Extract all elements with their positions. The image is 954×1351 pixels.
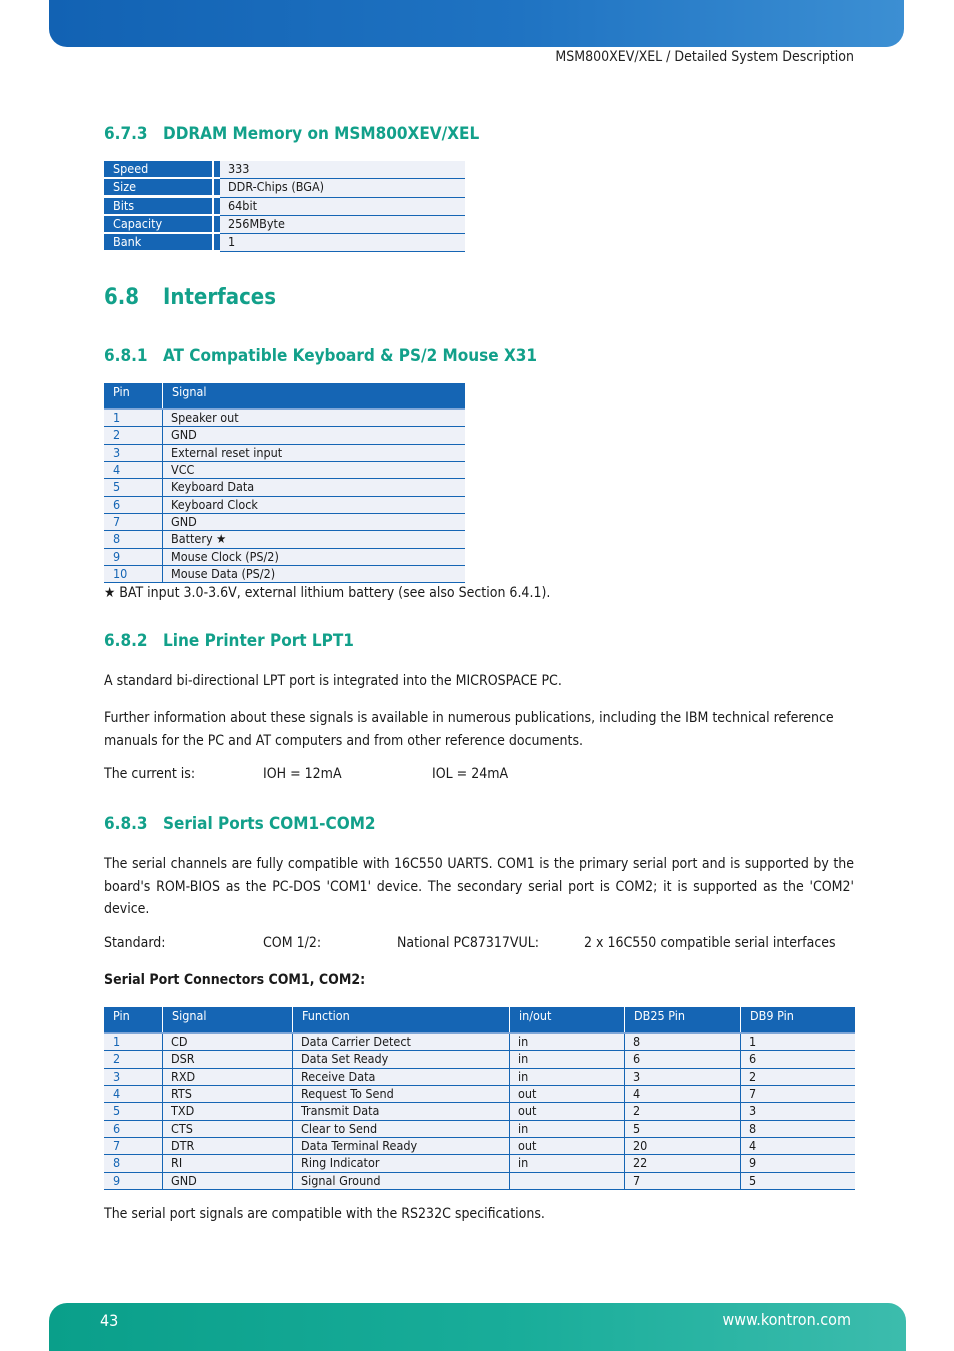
table-cell: in xyxy=(509,1121,624,1137)
table-cell: 7 xyxy=(740,1086,855,1102)
table-cell: 3 xyxy=(740,1103,855,1119)
table-cell: RXD xyxy=(162,1069,292,1085)
table-cell: 8 xyxy=(624,1034,740,1050)
connectors-title: Serial Port Connectors COM1, COM2: xyxy=(104,972,366,988)
table-cell: Clear to Send xyxy=(292,1121,509,1137)
footer-url[interactable]: www.kontron.com xyxy=(722,1310,851,1329)
spec-value: DDR-Chips (BGA) xyxy=(220,179,465,197)
battery-note: ★ BAT input 3.0-3.6V, external lithium battery (see also Section 6.4.1). xyxy=(104,585,551,601)
pin-number: 4 xyxy=(113,462,121,478)
standard-com: COM 1/2: xyxy=(263,935,322,951)
table-header xyxy=(104,1007,855,1034)
table-cell: RTS xyxy=(162,1086,292,1102)
table-cell: TXD xyxy=(162,1103,292,1119)
spec-value: 1 xyxy=(220,234,465,252)
section-number: 6.8 xyxy=(104,285,140,310)
column-header: Signal xyxy=(162,383,465,408)
table-row xyxy=(104,462,465,479)
table-cell: CTS xyxy=(162,1121,292,1137)
table-row xyxy=(104,179,465,197)
table-cell: DSR xyxy=(162,1051,292,1067)
pin-number: 2 xyxy=(113,427,121,443)
table-row xyxy=(104,549,465,566)
table-cell: Keyboard Data xyxy=(162,479,465,495)
serial-pin-rows xyxy=(104,1034,855,1190)
table-cell: Request To Send xyxy=(292,1086,509,1102)
table-cell: GND xyxy=(162,427,465,443)
column-header: Function xyxy=(292,1007,509,1032)
table-cell: Signal Ground xyxy=(292,1173,509,1189)
section-number: 6.8.3 xyxy=(104,814,148,834)
table-cell: Data Set Ready xyxy=(292,1051,509,1067)
table-cell: GND xyxy=(162,1173,292,1189)
table-cell: 2 xyxy=(740,1069,855,1085)
section-title: Line Printer Port LPT1 xyxy=(163,631,354,651)
table-row xyxy=(104,234,465,252)
spec-key: Speed xyxy=(104,161,212,177)
lpt-paragraph-1: A standard bi-directional LPT port is integrated into the MICROSPACE PC. xyxy=(104,673,562,689)
spec-key: Capacity xyxy=(104,216,212,232)
pin-number: 2 xyxy=(113,1051,121,1067)
serial-pin-table xyxy=(104,1007,855,1190)
table-cell: 4 xyxy=(740,1138,855,1154)
table-cell: DTR xyxy=(162,1138,292,1154)
table-row xyxy=(104,1069,855,1086)
standard-chip: National PC87317VUL: xyxy=(397,935,540,951)
table-cell: Keyboard Clock xyxy=(162,497,465,513)
pin-number: 10 xyxy=(113,566,128,582)
table-row xyxy=(104,1034,855,1051)
pin-number: 1 xyxy=(113,1034,121,1049)
header-title: MSM800XEV/XEL / Detailed System Description xyxy=(555,49,854,65)
table-cell xyxy=(509,1173,624,1189)
table-cell: 1 xyxy=(740,1034,855,1050)
pin-number: 7 xyxy=(113,1138,121,1154)
table-cell: 20 xyxy=(624,1138,740,1154)
standard-label: Standard: xyxy=(104,935,166,951)
table-cell: 7 xyxy=(624,1173,740,1189)
page-number: 43 xyxy=(100,1311,119,1330)
section-number: 6.8.2 xyxy=(104,631,148,651)
section-title: DDRAM Memory on MSM800XEV/XEL xyxy=(163,124,480,144)
table-cell: 6 xyxy=(624,1051,740,1067)
table-cell: Speaker out xyxy=(162,410,465,426)
current-label: The current is: xyxy=(104,766,196,782)
table-cell: 6 xyxy=(740,1051,855,1067)
keyboard-pin-table xyxy=(104,383,465,583)
section-heading-6-8-1 xyxy=(104,346,537,366)
table-row xyxy=(104,566,465,583)
table-row xyxy=(104,479,465,496)
column-header: DB25 Pin xyxy=(624,1007,740,1032)
ioh-value: IOH = 12mA xyxy=(263,766,342,782)
table-row xyxy=(104,514,465,531)
table-cell: out xyxy=(509,1086,624,1102)
table-cell: 5 xyxy=(624,1121,740,1137)
section-title: Interfaces xyxy=(163,285,277,310)
lpt-paragraph-2: Further information about these signals is available in numerous publications, including the IBM technical reference manuals for the PC and AT computers and from other reference documents. xyxy=(104,710,834,749)
table-cell: 2 xyxy=(624,1103,740,1119)
spec-key: Bank xyxy=(104,234,212,250)
table-cell: in xyxy=(509,1034,624,1050)
spec-value: 333 xyxy=(220,161,465,179)
table-cell: Ring Indicator xyxy=(292,1155,509,1171)
table-cell: 22 xyxy=(624,1155,740,1171)
table-cell: External reset input xyxy=(162,445,465,461)
pin-number: 4 xyxy=(113,1086,121,1102)
table-row xyxy=(104,445,465,462)
table-cell: Data Carrier Detect xyxy=(292,1034,509,1050)
iol-value: IOL = 24mA xyxy=(432,766,509,782)
table-cell: Transmit Data xyxy=(292,1103,509,1119)
spec-value: 64bit xyxy=(220,198,465,216)
spec-key: Size xyxy=(104,179,212,195)
table-row xyxy=(104,410,465,427)
pin-number: 6 xyxy=(113,1120,121,1136)
table-cell: Battery ★ xyxy=(162,531,465,547)
pin-number: 5 xyxy=(113,479,121,495)
table-cell: in xyxy=(509,1155,624,1171)
table-cell: 8 xyxy=(740,1121,855,1137)
table-row xyxy=(104,497,465,514)
table-cell: GND xyxy=(162,514,465,530)
standard-description: 2 x 16C550 compatible serial interfaces xyxy=(584,935,836,951)
pin-number: 3 xyxy=(113,1068,121,1084)
table-cell: 5 xyxy=(740,1173,855,1189)
column-header: DB9 Pin xyxy=(740,1007,855,1032)
header-band xyxy=(49,0,904,47)
column-header: Signal xyxy=(162,1007,292,1032)
table-row xyxy=(104,1051,855,1068)
table-cell: Mouse Clock (PS/2) xyxy=(162,549,465,565)
table-cell: Data Terminal Ready xyxy=(292,1138,509,1154)
section-heading-6-8-3 xyxy=(104,814,376,834)
table-cell: 3 xyxy=(624,1069,740,1085)
section-heading-6-7-3 xyxy=(104,124,479,144)
table-cell: 4 xyxy=(624,1086,740,1102)
column-header: Pin xyxy=(113,384,130,399)
table-row xyxy=(104,531,465,548)
ddram-spec-table xyxy=(104,161,465,252)
table-cell: Mouse Data (PS/2) xyxy=(162,566,465,582)
pin-number: 9 xyxy=(113,1172,121,1188)
closing-paragraph: The serial port signals are compatible with the RS232C specifications. xyxy=(104,1206,545,1222)
table-header xyxy=(104,383,465,410)
column-header: in/out xyxy=(509,1007,624,1032)
table-row xyxy=(104,198,465,216)
keyboard-pin-rows xyxy=(104,410,465,583)
pin-number: 9 xyxy=(113,548,121,564)
section-number: 6.7.3 xyxy=(104,124,148,144)
pin-number: 3 xyxy=(113,444,121,460)
section-number: 6.8.1 xyxy=(104,346,148,366)
table-row xyxy=(104,161,465,179)
pin-number: 8 xyxy=(113,531,121,547)
table-row xyxy=(104,1121,855,1138)
pin-number: 8 xyxy=(113,1155,121,1171)
table-cell: out xyxy=(509,1138,624,1154)
pin-number: 5 xyxy=(113,1103,121,1119)
table-row xyxy=(104,1155,855,1172)
table-cell: Receive Data xyxy=(292,1069,509,1085)
table-cell: in xyxy=(509,1069,624,1085)
section-title: Serial Ports COM1-COM2 xyxy=(163,814,376,834)
table-cell: RI xyxy=(162,1155,292,1171)
pin-number: 6 xyxy=(113,496,121,512)
table-cell: out xyxy=(509,1103,624,1119)
table-row xyxy=(104,1173,855,1190)
table-cell: 9 xyxy=(740,1155,855,1171)
section-heading-6-8 xyxy=(104,285,276,310)
table-row xyxy=(104,216,465,234)
column-header: Pin xyxy=(113,1008,130,1023)
spec-key: Bits xyxy=(104,198,212,214)
table-row xyxy=(104,1103,855,1120)
table-row xyxy=(104,427,465,444)
table-cell: CD xyxy=(162,1034,292,1050)
table-cell: in xyxy=(509,1051,624,1067)
section-title: AT Compatible Keyboard & PS/2 Mouse X31 xyxy=(163,346,538,366)
table-row xyxy=(104,1138,855,1155)
pin-number: 1 xyxy=(113,410,121,425)
pin-number: 7 xyxy=(113,514,121,530)
section-heading-6-8-2 xyxy=(104,631,354,651)
serial-paragraph: The serial channels are fully compatible with 16C550 UARTS. COM1 is the primary serial port and is supported by the board's ROM-BIOS as the PC-DOS 'COM1' device. The secondary serial port is COM2; it is supported as the 'COM2' device. xyxy=(104,856,854,917)
spec-value: 256MByte xyxy=(220,216,465,234)
table-row xyxy=(104,1086,855,1103)
table-cell: VCC xyxy=(162,462,465,478)
